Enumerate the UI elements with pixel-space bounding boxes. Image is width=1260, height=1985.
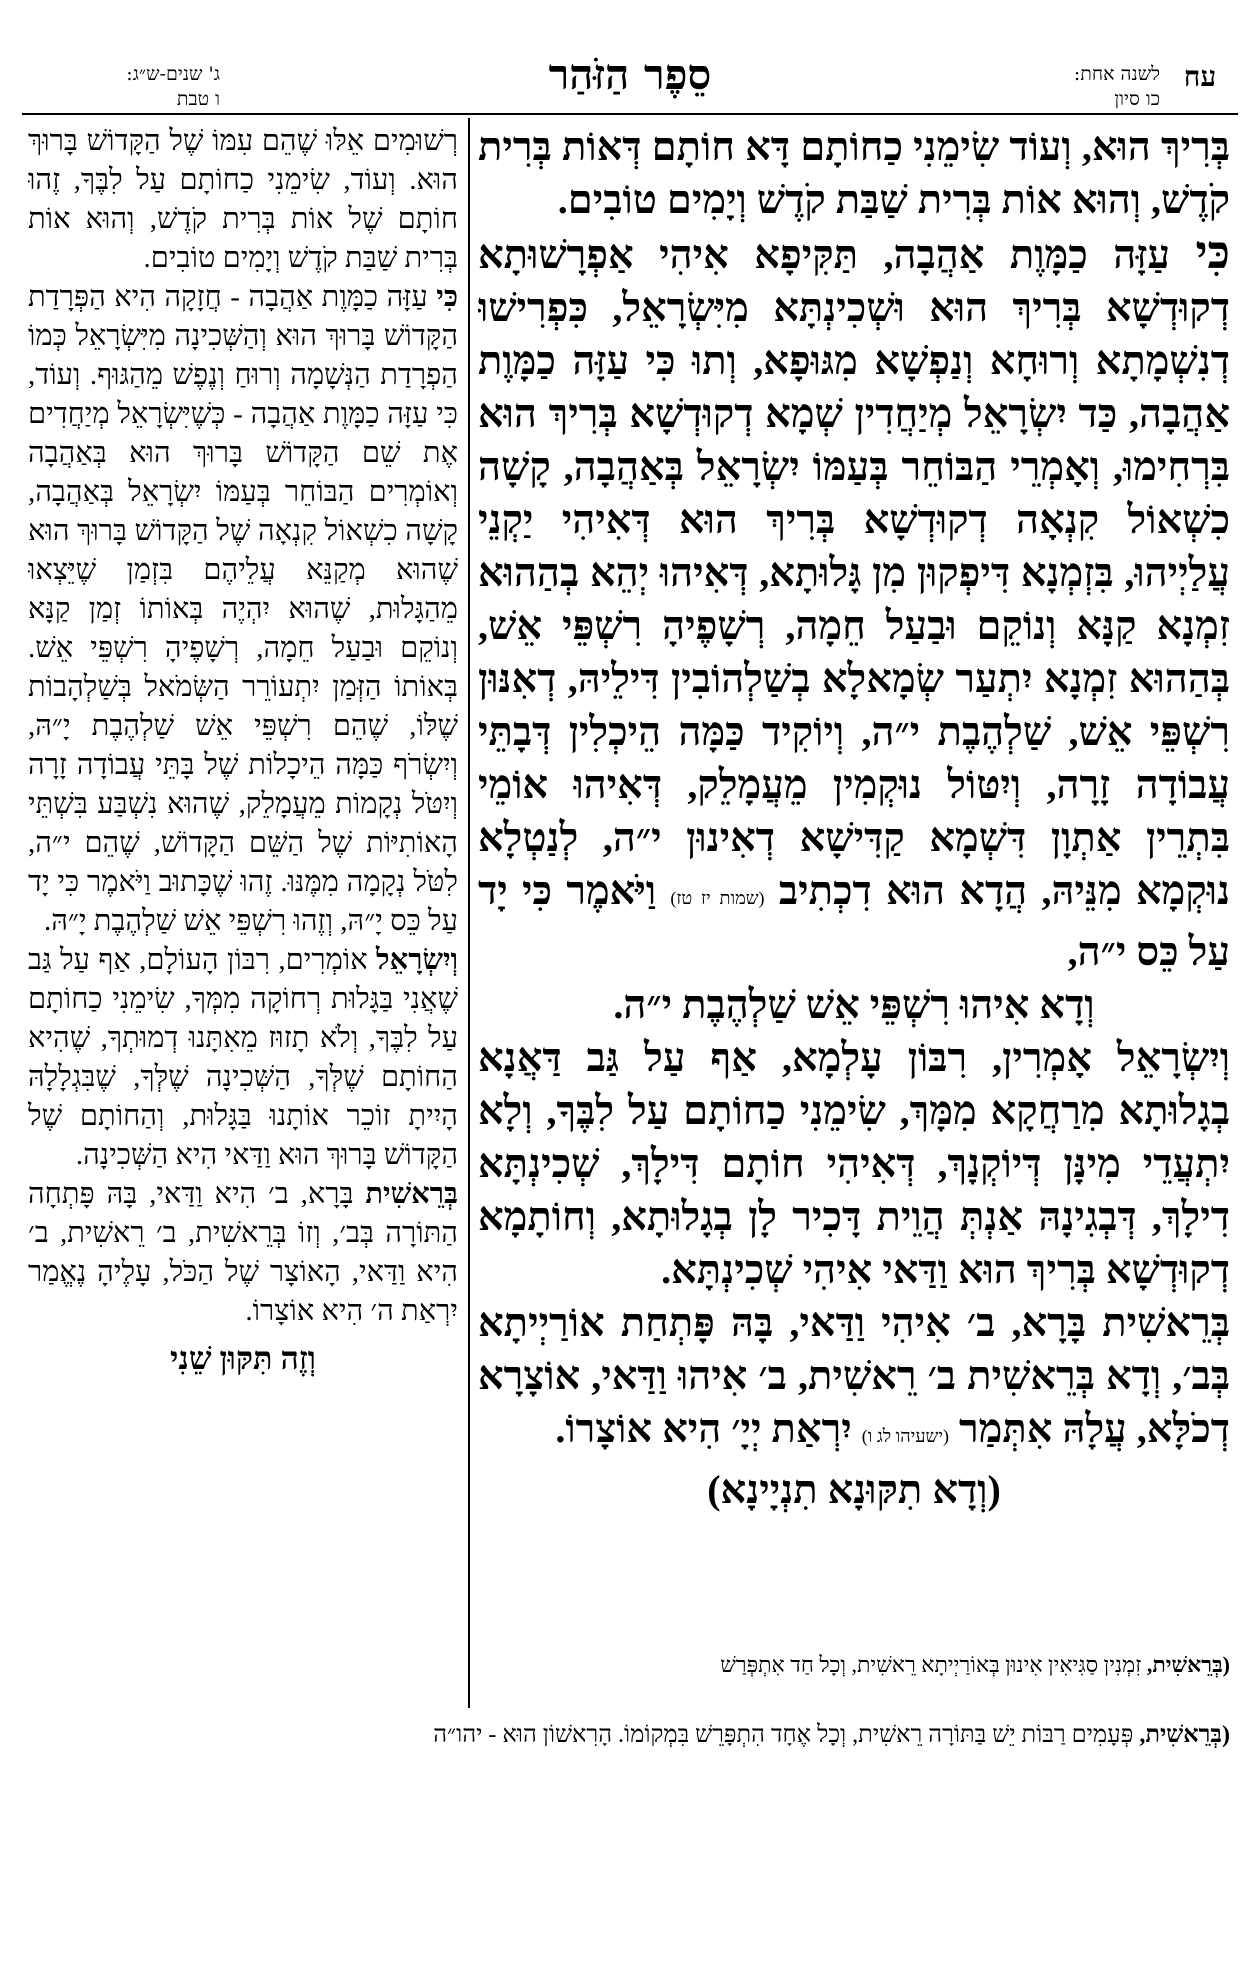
schedule-date: כו סיון [1114, 88, 1160, 110]
main-paragraph [478, 1031, 1230, 1296]
verse-quote: וַיֹּאמֶר כִּי יָד עַל כֵּס י״ה, [478, 868, 1230, 974]
section-title [478, 1463, 1230, 1516]
hebrew-gloss-line [30, 1720, 1230, 1750]
main-paragraph [478, 120, 1230, 226]
translation-paragraph [28, 278, 458, 941]
schedule-line: לשנה אחת: [1073, 63, 1160, 85]
verse-reference: (שמות יז טז) [670, 888, 765, 908]
lead-word: (בְּרֵאשִׁית, [1139, 1722, 1230, 1748]
translation-paragraph [28, 1175, 458, 1331]
translation-paragraph [28, 941, 458, 1175]
reading-schedule-left [20, 62, 220, 112]
paragraph-text: בְּרֵאשִׁית בָּרָא, ב׳ אִיהִי וַדַּאי, בָּהּ פָּתְחַת אוֹרַיְיתָא בְּב׳, וְדָא בְּרֵאשִׁית ב׳ רֵאשִׁית, ב׳ אִיהוּ וַדַּאי, אוֹצָרָא דְכֹלָּא, עֲלָהּ אִתְּמַר [478, 1300, 1230, 1451]
schedule-line: ג' שנים-ש״ג: [126, 63, 220, 85]
lead-word: וְיִשְׂרָאֵל [376, 944, 458, 976]
paragraph-text: בְּרִיךְ הוּא, וְעוֹד שִׂימֵנִי כַחוֹתָם דָּא חוֹתָם דְּאוֹת בְּרִית קֹדֶשׁ, וְהוּא אוֹת בְּרִית שַׁבַּת קֹדֶשׁ וְיָמִים טוֹבִים. [478, 124, 1230, 222]
gloss-text: זִמְנִין סַגִּיאִין אִינוּן בְּאוֹרַיְיתָא רֵאשִׁית, וְכָל חַד אִתְפְּרַשׁ [720, 1652, 1142, 1677]
schedule-date: ו טבת [176, 88, 220, 110]
paragraph-text: וְזֶה תִּקּוּן שֵׁנִי [170, 1340, 316, 1376]
gloss-text: פְּעָמִים רַבּוֹת יֵשׁ בַּתּוֹרָה רֵאשִׁית, וְכָל אֶחָד הִתְפָּרֵשׁ בִּמְקוֹמוֹ. הָרִאשׁוֹן הוּא - יהו״ה [433, 1722, 1134, 1748]
main-paragraph [478, 226, 1230, 978]
lead-word: בְּרֵאשִׁית [365, 1178, 458, 1210]
paragraph-text: (וְדָא תִקּוּנָא תִנְיָינָא) [707, 1467, 1001, 1512]
paragraph-text: וְדָא אִיהוּ רִשְׁפֵּי אֵשׁ שַׁלְהֶבֶת י״ה. [613, 982, 1095, 1027]
aramaic-gloss-line [478, 1650, 1230, 1680]
paragraph-text: אוֹמְרִים, רִבּוֹן הָעוֹלָם, אַף עַל גַּב שֶׁאֲנִי בַּגָּלוּת רְחוֹקָה מִמְּךָ, שִׂימֵנִי כַחוֹתָם עַל לִבֶּךָ, וְלֹא תָזוּז מֵאִתָּנוּ דְמוּתְךָ, שֶׁהִיא הַחוֹתָם שֶׁלְּךָ, הַשְּׁכִינָה שֶׁלְּךָ, שֶׁבִּגְלָלָהּ הָיִיתָ זוֹכֵר אוֹתָנוּ בַּגָּלוּת, וְהַחוֹתָם שֶׁל הַקָּדוֹשׁ בָּרוּךְ הוּא וַדַּאי הִיא הַשְּׁכִינָה. [28, 944, 458, 1171]
lead-word: כִּי [436, 281, 458, 313]
translation-paragraph [28, 122, 458, 278]
paragraph-text: עַזָּה כַמָּוֶת אַהֲבָה - חֲזָקָה הִיא הַפְּרָדַת הַקָּדוֹשׁ בָּרוּךְ הוּא וְהַשְּׁכִינָה מִיִּשְׂרָאֵל כְּמוֹ הַפְרָדַת הַנְּשָׁמָה וְרוּחַ וְנֶפֶשׁ מֵהַגּוּף. וְעוֹד, כִּי עַזָּה כַמָּוֶת אַהֲבָה - כְּשֶׁיִּשְׂרָאֵל מְיַחֲדִים אֶת שֵׁם הַקָּדוֹשׁ בָּרוּךְ הוּא בְּאַהֲבָה וְאוֹמְרִים הַבּוֹחֵר בְּעַמּוֹ יִשְׂרָאֵל בְּאַהֲבָה, קָשָׁה כִשְׁאוֹל קִנְאָה שֶׁל הַקָּדוֹשׁ בָּרוּךְ הוּא שֶׁהוּא מְקַנֵּא עֲלֵיהֶם בִּזְמַן שֶׁיֵּצְאוּ מֵהַגָּלוּת, שֶׁהוּא יִהְיֶה בְּאוֹתוֹ זְמַן קַנָּא וְנוֹקֵם וּבַעַל חֵמָה, רְשָׁפֶיהָ רִשְׁפֵּי אֵשׁ. בְּאוֹתוֹ הַזְּמַן יִתְעוֹרֵר הַשְּׂמֹאל בְּשַׁלְהָבוֹת שֶׁלּוֹ, שֶׁהֵם רִשְׁפֵּי אֵשׁ שַׁלְהֶבֶת יָ״הּ, וְיִשְׂרֹף כַּמָּה הֵיכָלוֹת שֶׁל בָּתֵּי עֲבוֹדָה זָרָה וְיִטֹּל נְקָמוֹת מֵעֲמָלֵק, שֶׁהוּא נִשְׁבַּע בִּשְׁתֵּי הָאוֹתִיּוֹת שֶׁל הַשֵּׁם הַקָּדוֹשׁ, שֶׁהֵם י״ה, לִטֹּל נְקָמָה מִמֶּנּוּ. זֶהוּ שֶׁכָּתוּב וַיֹּאמֶר כִּי יָד עַל כֵּס יָ״הּ, וְזֶהוּ רִשְׁפֵּי אֵשׁ שַׁלְהֶבֶת יָ״הּ. [28, 281, 458, 937]
header-divider [22, 113, 1238, 115]
main-paragraph [478, 1296, 1230, 1463]
reading-schedule-right [1040, 62, 1160, 112]
paragraph-text: רְשׁוּמִים אֵלּוּ שֶׁהֵם עִמּוֹ שֶׁל הַקָּדוֹשׁ בָּרוּךְ הוּא. וְעוֹד, שִׂימֵנִי כַחוֹתָם עַל לִבֶּךָ, זֶהוּ חוֹתָם שֶׁל אוֹת בְּרִית קֹדֶשׁ, וְהוּא אוֹת בְּרִית שַׁבַּת קֹדֶשׁ וְיָמִים טוֹבִים. [28, 125, 458, 274]
paragraph-text: בָּרָא, ב׳ הִיא וַדַּאי, בָּהּ פָּתְחָה הַתּוֹרָה בְּב׳, וְזוֹ בְּרֵאשִׁית, ב׳ רֵאשִׁית, ב׳ הִיא וַדַּאי, הָאוֹצָר שֶׁל הַכֹּל, עָלֶיהָ נֶאֱמַר יִרְאַת ה׳ הִיא אוֹצָרוֹ. [28, 1178, 458, 1327]
book-title: סֵפֶר הַזֹּהַר [548, 50, 712, 99]
column-divider [468, 118, 470, 1708]
paragraph-text: עַזָּה כַמָּוֶת אַהֲבָה, תַּקִּיפָא אִיהִי אַפְרָשׁוּתָא דְקוּדְשָׁא בְּרִיךְ הוּא וּשְׁכִינְתָּא מִיִּשְׂרָאֵל, כִּפְרִישׁוּ דְנִשְׁמָתָא וְרוּחָא וְנַפְשָׁא מִגּוּפָא, וְתוּ כִּי עַזָּה כַמָּוֶת אַהֲבָה, כַּד יִשְׂרָאֵל מְיַחֲדִין שְׁמָא דְקוּדְשָׁא בְּרִיךְ הוּא בִּרְחִימוּ, וְאָמְרֵי הַבּוֹחֵר בְּעַמּוֹ יִשְׂרָאֵל בְּאַהֲבָה, קָשָׁה כִשְׁאוֹל קִנְאָה דְקוּדְשָׁא בְּרִיךְ הוּא דְּאִיהִי יַקְנֵי עֲלַיְיהוּ, בִּזְמְנָא דִּיפְקוּן מִן גָּלוּתָא, דְּאִיהוּ יְהֵא בְהַהוּא זִמְנָא קַנָּא וְנוֹקֵם וּבַעַל חֵמָה, רְשָׁפֶיהָ רִשְׁפֵּי אֵשׁ, בְּהַהוּא זִמְנָא יִתְעַר שְׂמָאלָא בְשַׁלְהוֹבִין דִּילֵיהּ, דְאִנּוּן רִשְׁפֵּי אֵשׁ, שַׁלְהֶבֶת י״ה, וְיוֹקִיד כַּמָּה הֵיכְלִין דְּבָתֵּי עֲבוֹדָה זָרָה, וְיִטּוֹל נוּקְמִין מֵעֲמָלֵק, דְּאִיהוּ אוֹמֵי בִּתְרֵין אַתְוָן דִּשְׁמָא קַדִּישָׁא דְאִינוּן י״ה, לְנַטְלָא נוּקְמָא מִנֵּיהּ, הֲדָא הוּא דִכְתִיב [478, 232, 1230, 913]
lead-word: כִּי [1195, 227, 1230, 278]
verse-quote: יִרְאַת יְיָ׳ הִיא אוֹצָרוֹ. [555, 1406, 852, 1451]
page-marker: עח [1183, 60, 1217, 93]
main-paragraph [478, 978, 1230, 1031]
main-text-column [478, 120, 1230, 1985]
section-title [28, 1339, 458, 1378]
lead-word: (בְּרֵאשִׁית, [1146, 1652, 1230, 1677]
paragraph-text: וְיִשְׂרָאֵל אָמְרִין, רִבּוֹן עָלְמָא, אַף עַל גַּב דַּאֲנָא בְגָלוּתָא מִרַחֲקָא מִמָּךְ, שִׂימֵנִי כַחוֹתָם עַל לִבֶּךָ, וְלָא יִתְעֲדֵי מִינָּן דְּיוֹקְנָךְ, דְּאִיהִי חוֹתָם דִּילָךְ, שְׁכִינְתָּא דִילָךְ, דְּבְגִינָהּ אַנְתְּ הֲוֵית דָּכִיר לָן בְגָלוּתָא, וְחוֹתָמָא דְקוּדְשָׁא בְּרִיךְ הוּא וַדַּאי אִיהִי שְׁכִינְתָּא. [478, 1035, 1230, 1292]
translation-column [28, 122, 458, 1378]
verse-reference: (ישעיהו לג ו) [861, 1426, 950, 1446]
